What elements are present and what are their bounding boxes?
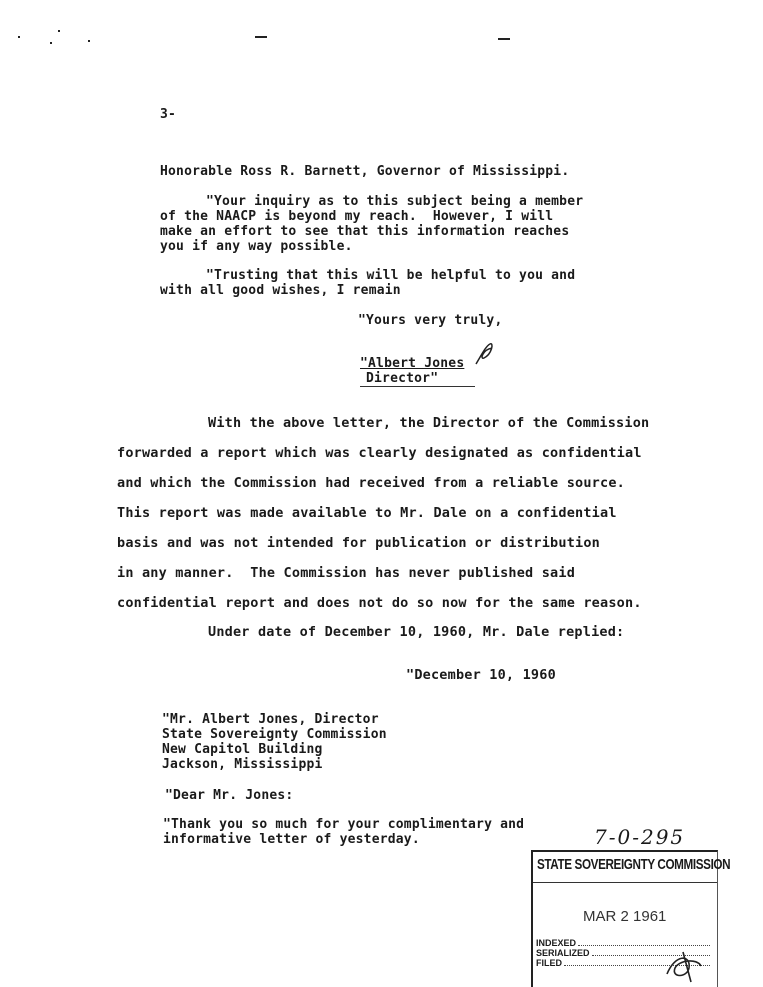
text-line: This report was made available to Mr. Dale on a confidential <box>117 505 617 521</box>
letter-closing: "Yours very truly, <box>358 313 503 328</box>
scan-mark <box>88 40 90 42</box>
signature-name: "Albert Jones <box>360 356 465 371</box>
signature-scribble-mark <box>472 340 496 370</box>
text-line: basis and was not intended for publication or distribution <box>117 535 601 551</box>
text-line: in any manner. The Commission has never published said <box>117 565 576 581</box>
text-line: "Thank you so much for your complimentary and <box>163 817 525 832</box>
signature-underline <box>360 386 475 387</box>
text-line: Under date of December 10, 1960, Mr. Dale replied: <box>208 624 625 640</box>
handwritten-file-number: 7-0-295 <box>594 825 686 849</box>
text-line: of the NAACP is beyond my reach. However, I will <box>160 209 554 224</box>
text-line: forwarded a report which was clearly designated as confidential <box>117 445 642 461</box>
stamp-date: MAR 2 1961 <box>583 908 667 925</box>
scan-mark <box>498 38 510 40</box>
text-line: and which the Commission had received from a reliable source. <box>117 475 625 491</box>
text-line: make an effort to see that this information reaches <box>160 224 570 239</box>
address-line: New Capitol Building <box>162 742 323 757</box>
text-line: With the above letter, the Director of the Commission <box>208 415 650 431</box>
page-number: 3- <box>160 107 177 122</box>
scan-mark <box>255 36 267 38</box>
text-line: with all good wishes, I remain <box>160 283 401 298</box>
stamp-title: STATE SOVEREIGNTY COMMISSION <box>537 856 731 873</box>
stamp-field-indexed <box>536 938 710 948</box>
scan-mark <box>50 42 52 44</box>
text-line: confidential report and does not do so now for the same reason. <box>117 595 642 611</box>
addressee-line: Honorable Ross R. Barnett, Governor of Mississippi. <box>160 164 570 179</box>
address-line: State Sovereignty Commission <box>162 727 387 742</box>
address-line: "Mr. Albert Jones, Director <box>162 712 379 727</box>
address-line: Jackson, Mississippi <box>162 757 323 772</box>
letter-date: "December 10, 1960 <box>406 667 556 683</box>
text-line: you if any way possible. <box>160 239 353 254</box>
commission-filing-stamp <box>531 850 731 987</box>
text-line: "Your inquiry as to this subject being a member <box>206 194 584 209</box>
text-line: "Trusting that this will be helpful to you and <box>206 268 576 283</box>
salutation: "Dear Mr. Jones: <box>165 788 294 803</box>
stamp-divider <box>533 882 717 883</box>
scan-mark <box>58 30 60 32</box>
stamp-field-label: SERIALIZED <box>536 948 590 958</box>
stamp-field-label: FILED <box>536 958 562 968</box>
scan-mark <box>18 36 20 38</box>
stamp-field-label: INDEXED <box>536 938 577 948</box>
stamp-handwritten-initials <box>661 948 707 984</box>
text-line: informative letter of yesterday. <box>163 832 420 847</box>
signature-title: Director" <box>366 371 439 386</box>
